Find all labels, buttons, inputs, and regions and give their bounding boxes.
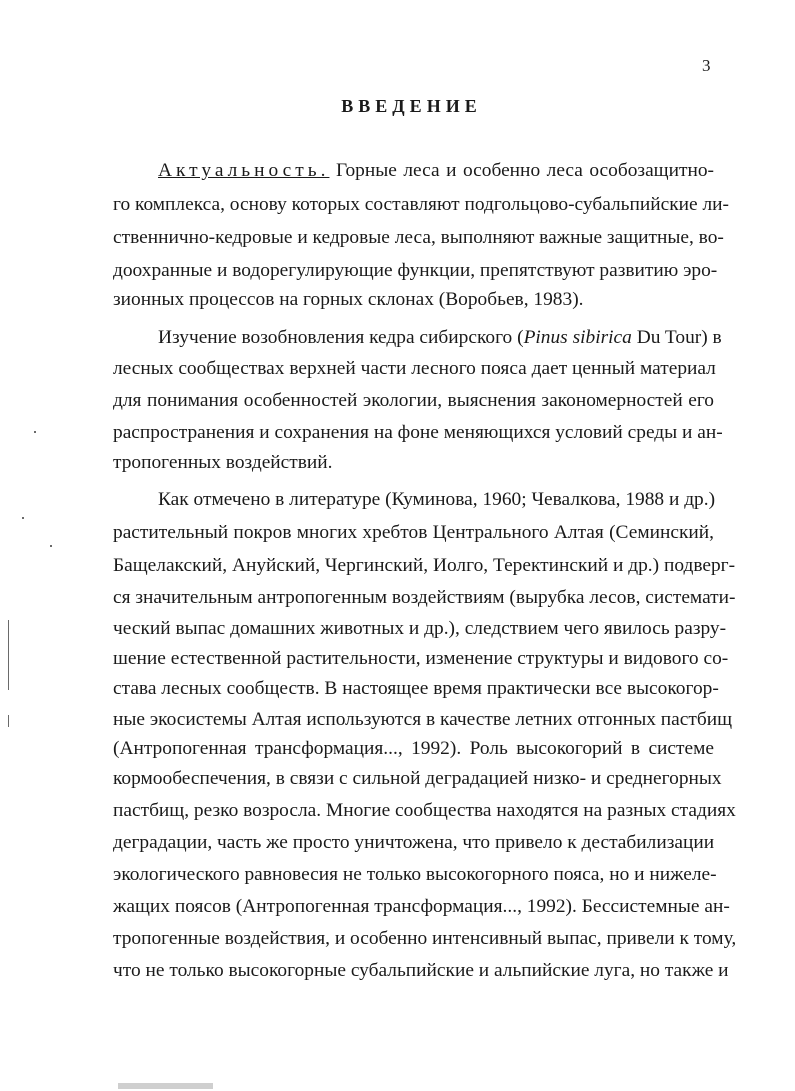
paragraph-3-line: Как отмечено в литературе (Куминова, 1960; Чевалкова, 1988 и др.)	[158, 489, 716, 510]
paragraph-3-line: что не только высокогорные субальпийские и альпийские луга, но также и	[113, 960, 729, 981]
paragraph-1-line-5: зионных процессов на горных склонах (Воробьев, 1983).	[113, 289, 584, 310]
paragraph-2-line-1	[158, 327, 722, 349]
paragraph-1-line-3: ственнично-кедровые и кедровые леса, выполняют важные защитные, во-	[113, 227, 724, 248]
paragraph-3-line: кормообеспечения, в связи с сильной деградацией низко- и среднегорных	[113, 768, 722, 789]
text-run: Горные леса и особенно леса особозащитно-	[335, 160, 714, 181]
scan-bleed	[118, 1083, 213, 1089]
scan-mark	[8, 620, 9, 690]
page-heading: ВВЕДЕНИЕ	[341, 96, 482, 116]
scan-mark	[50, 545, 52, 547]
species-name: Pinus sibirica	[523, 327, 632, 348]
paragraph-2-line-3: для понимания особенностей экологии, выяснения закономерностей его	[113, 390, 714, 411]
paragraph-2-line-2: лесных сообществах верхней части лесного пояса дает ценный материал	[113, 358, 716, 379]
paragraph-3-line: Бащелакский, Ануйский, Чергинский, Иолго, Теректинский и др.) подверг-	[113, 555, 736, 576]
paragraph-1-line-2: го комплекса, основу которых составляют подгольцово-субальпийские ли-	[113, 194, 730, 215]
paragraph-3-line: ные экосистемы Алтая используются в качестве летних отгонных пастбищ	[113, 709, 733, 730]
paragraph-1-line-4: доохранные и водорегулирующие функции, препятствуют развитию эро-	[113, 260, 718, 281]
page-number: 3	[702, 56, 711, 75]
paragraph-3-line: растительный покров многих хребтов Центрального Алтая (Семинский,	[113, 522, 714, 543]
paragraph-3-line: пастбищ, резко возросла. Многие сообщества находятся на разных стадиях	[113, 800, 736, 821]
paragraph-3-line: ческий выпас домашних животных и др.), следствием чего явилось разру-	[113, 618, 727, 639]
paragraph-2-line-5: тропогенных воздействий.	[113, 452, 333, 473]
scan-mark	[8, 715, 9, 727]
paragraph-3-line: (Антропогенная трансформация..., 1992). Роль высокогорий в системе	[113, 738, 714, 759]
scan-mark	[34, 431, 36, 433]
paragraph-3-line: става лесных сообществ. В настоящее время практически все высокогор-	[113, 678, 719, 699]
paragraph-1-line-1	[158, 160, 714, 182]
text-run: Изучение возобновления кедра сибирского (	[158, 327, 524, 348]
paragraph-3-line: жащих поясов (Антропогенная трансформация..., 1992). Бессистемные ан-	[113, 896, 730, 917]
paragraph-3-line: экологического равновесия не только высокогорного пояса, но и нижеле-	[113, 864, 717, 885]
paragraph-3-line: тропогенные воздействия, и особенно интенсивный выпас, привели к тому,	[113, 928, 737, 949]
paragraph-3-line: шение естественной растительности, изменение структуры и видового со-	[113, 648, 729, 669]
paragraph-3-line: деградации, часть же просто уничтожена, что привело к дестабилизации	[113, 832, 715, 853]
scan-mark	[22, 517, 24, 519]
text-run: Du Tour) в	[631, 327, 722, 348]
section-label: Актуальность.	[158, 160, 330, 181]
paragraph-2-line-4: распространения и сохранения на фоне меняющихся условий среды и ан-	[113, 422, 723, 443]
paragraph-3-line: ся значительным антропогенным воздействиям (вырубка лесов, системати-	[113, 587, 736, 608]
